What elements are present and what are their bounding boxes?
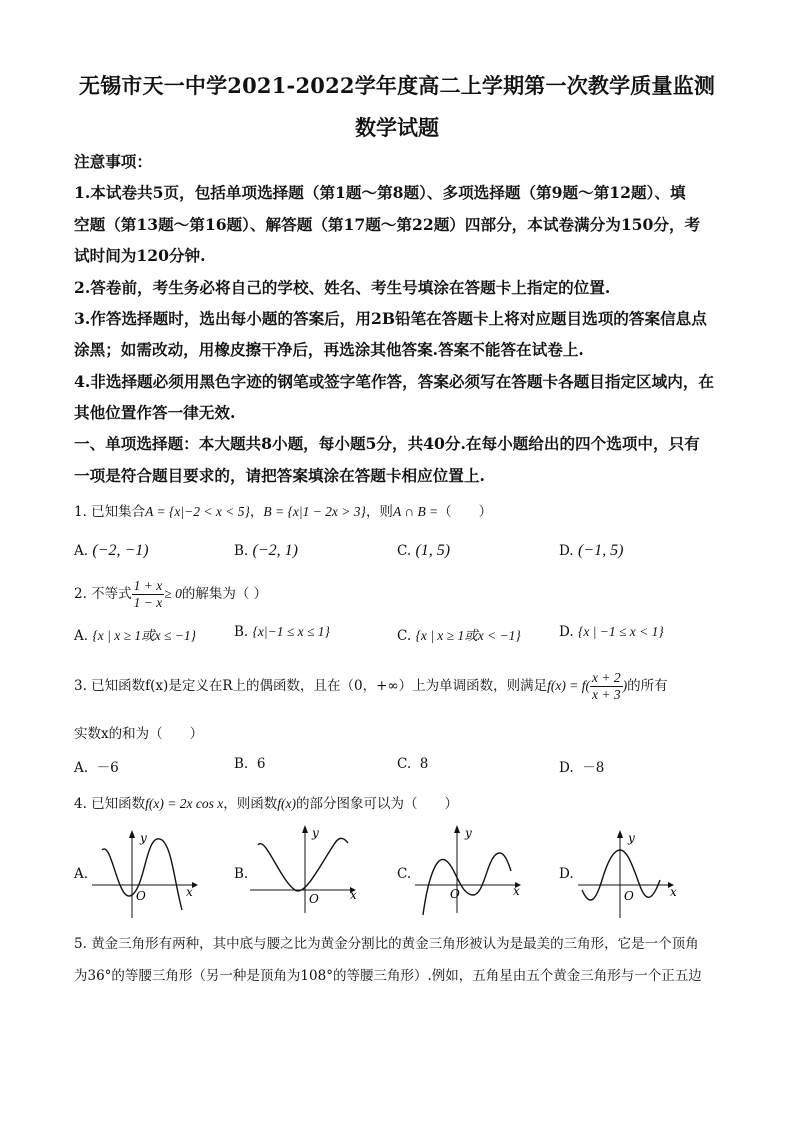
graph-a-y-label: y [140,831,147,845]
section-1-line-2: 一项是符合题目要求的，请把答案填涂在答题卡相应位置上. [74,466,485,485]
exam-title: 无锡市天一中学2021-2022学年度高二上学期第一次教学质量监测 [78,73,716,98]
q1-option-c[interactable]: C. (1, 5) [397,542,451,559]
graph-b-origin: O [309,892,319,906]
note-2: 2.答卷前，考生务必将自己的学校、姓名、考生号填涂在答题卡上指定的位置. [74,278,611,297]
q2-option-d[interactable]: D. {x | −1 ≤ x < 1} [559,624,664,640]
q1-option-a[interactable]: A. (−2, −1) [74,542,149,559]
graph-c-x-label: x [513,884,520,898]
q4-graph-c [415,825,535,915]
q3-option-a[interactable]: A. －6 [74,760,119,776]
graph-c-y-label: y [465,826,472,840]
graph-d-x-label: x [670,885,677,899]
note-1-line-1: 1.本试卷共5页，包括单项选择题（第1题～第8题）、多项选择题（第9题～第12题）、填 [74,183,686,202]
q4-option-a[interactable]: A. [74,866,89,882]
question-5-line-2: 为36°的等腰三角形（另一种是顶角为108°的等腰三角形）.例如，五角星由五个黄金三角形与一个正五边 [74,968,702,984]
q4-option-d[interactable]: D. [559,866,574,882]
q1-option-b[interactable]: B. (−2, 1) [234,542,298,559]
q2-option-c[interactable]: C. {x | x ≥ 1或x < −1} [397,628,521,644]
q4-graph-d [578,830,698,920]
graph-b-x-label: x [350,888,357,902]
q3-option-d[interactable]: D. －8 [559,760,605,776]
q2-option-a[interactable]: A. {x | x ≥ 1或x ≤ −1} [74,628,197,644]
q3-option-c[interactable]: C. 8 [397,756,429,772]
q4-graph-b [250,825,370,915]
question-2: 2. 不等式 $\frac{1 + x}{1 - x}$ ≥ 0的解集为（ ） [74,578,268,610]
section-1-line-1: 一、单项选择题：本大题共8小题，每小题5分，共40分.在每小题给出的四个选项中，只有 [74,434,700,453]
question-4: 4. 已知函数f(x) = 2x cos x，则函数f(x)的部分图象可以为（ ） [74,796,458,812]
q1-option-d[interactable]: D. (−1, 5) [559,542,624,559]
q4-option-c[interactable]: C. [397,866,412,882]
note-1-line-2: 空题（第13题～第16题）、解答题（第17题～第22题）四部分，本试卷满分为150分，考 [74,215,701,234]
graph-a-origin: O [136,889,146,903]
graph-c-origin: O [450,887,460,901]
set-b: B = {x|1 − 2x > 3} [263,504,366,519]
q2-fraction: $\frac{1 + x}{1 - x}$ [133,578,163,610]
graph-d-origin: O [624,889,634,903]
note-3-line-2: 涂黑；如需改动，用橡皮擦干净后，再选涂其他答案.答案不能答在试卷上. [74,340,584,359]
question-3-line-1: 3. 已知函数f(x)是定义在R上的偶函数，且在（0，+∞）上为单调函数，则满足f(x) = f( $\frac{x + 2}{x + 3}$ )的所有 [74,670,668,702]
q4-option-b[interactable]: B. [234,866,249,882]
note-1-line-3: 试时间为120分钟. [74,246,206,265]
set-a: A = {x|−2 < x < 5} [145,504,250,519]
exam-subtitle: 数学试题 [355,115,439,140]
q3-fraction: $\frac{x + 2}{x + 3}$ [591,670,621,702]
note-4-line-2: 其他位置作答一律无效. [74,403,236,422]
intersection-expr: A ∩ B = [392,504,439,519]
note-4-line-1: 4.非选择题必须用黑色字迹的钢笔或签字笔作答，答案必须写在答题卡各题目指定区域内，在 [74,372,715,391]
q3-option-b[interactable]: B. 6 [234,756,266,772]
note-3-line-1: 3.作答选择题时，选出每小题的答案后，用2B铅笔在答题卡上将对应题目选项的答案信息点 [74,309,707,328]
graph-a-x-label: x [186,885,193,899]
q4-graph-a [92,830,212,920]
question-1: 1. 已知集合A = {x|−2 < x < 5}，B = {x|1 − 2x > 3}，则A ∩ B =（ ） [74,504,493,520]
notes-heading: 注意事项： [74,152,152,171]
question-5-line-1: 5. 黄金三角形有两种，其中底与腰之比为黄金分割比的黄金三角形被认为是最美的三角形，它是一个顶角 [74,936,699,952]
graph-b-y-label: y [312,826,319,840]
q2-option-b[interactable]: B. {x|−1 ≤ x ≤ 1} [234,624,330,640]
graph-d-y-label: y [628,831,635,845]
question-3-line-2: 实数x的和为（ ） [74,726,204,742]
